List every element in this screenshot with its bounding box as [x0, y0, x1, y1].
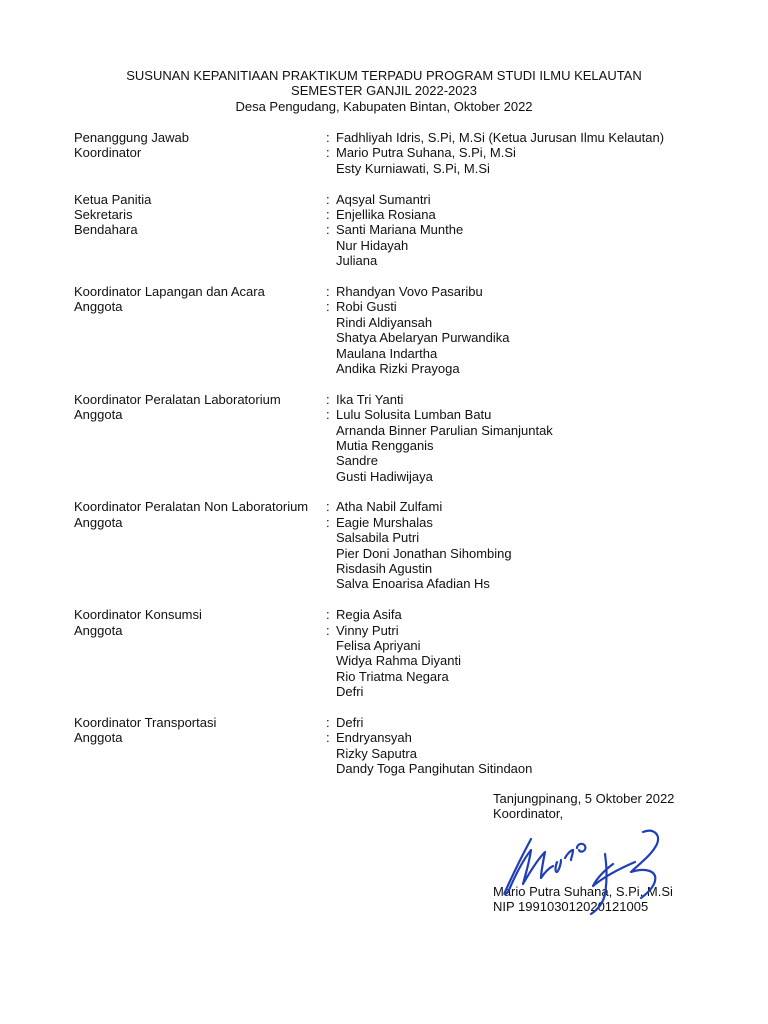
member-names: [336, 730, 532, 776]
member-names: [336, 607, 402, 622]
committee-row: [74, 207, 754, 222]
role-label: Ketua Panitia: [74, 191, 152, 207]
role-label: Koordinator Lapangan dan Acara: [74, 283, 265, 299]
colon-separator: :: [326, 407, 330, 423]
member-name: Fadhliyah Idris, S.Pi, M.Si (Ketua Jurusan Ilmu Kelautan): [336, 130, 665, 145]
handwritten-signature: [493, 814, 693, 924]
member-names: [336, 192, 431, 207]
member-name: Pier Doni Jonathan Sihombing: [336, 545, 512, 561]
committee-row: [74, 499, 754, 514]
committee-row: [74, 145, 754, 176]
role-label: Koordinator Peralatan Non Laboratorium: [74, 499, 309, 515]
committee-section: [74, 392, 754, 484]
member-name: Sandre: [336, 453, 378, 469]
member-names: [336, 284, 483, 299]
member-name: Juliana: [336, 253, 378, 269]
member-name: Lulu Solusita Lumban Batu: [336, 407, 492, 423]
member-names: [336, 715, 363, 730]
signature-place-date: Tanjungpinang, 5 Oktober 2022: [493, 791, 675, 806]
member-name: Endryansyah: [336, 730, 412, 746]
member-names: [336, 222, 463, 268]
committee-row: [74, 407, 754, 484]
committee-row: [74, 130, 754, 145]
member-name: Andika Rizki Prayoga: [336, 360, 460, 376]
committee-section: [74, 192, 754, 269]
colon-separator: :: [326, 499, 330, 515]
member-name: Shatya Abelaryan Purwandika: [336, 330, 510, 346]
document-header: [0, 68, 768, 114]
colon-separator: :: [326, 299, 330, 315]
colon-separator: :: [326, 622, 330, 638]
member-name: Esty Kurniawati, S.Pi, M.Si: [336, 160, 490, 176]
member-name: Santi Mariana Munthe: [336, 222, 464, 238]
member-name: Defri: [336, 714, 364, 730]
role-label: Anggota: [74, 514, 123, 530]
member-name: Robi Gusti: [336, 299, 397, 315]
member-name: Dandy Toga Pangihutan Sitindaon: [336, 761, 533, 777]
colon-separator: :: [326, 130, 330, 145]
member-name: Rizky Saputra: [336, 745, 417, 761]
role-label: Koordinator Konsumsi: [74, 607, 202, 623]
colon-separator: :: [326, 206, 330, 222]
member-name: Atha Nabil Zulfami: [336, 499, 443, 515]
colon-separator: :: [326, 191, 330, 207]
member-name: Felisa Apriyani: [336, 638, 421, 653]
committee-row: [74, 730, 754, 776]
member-name: Eagie Murshalas: [336, 514, 433, 530]
member-name: Rindi Aldiyansah: [336, 314, 433, 330]
member-name: Defri: [336, 684, 364, 700]
committee-section: [74, 284, 754, 376]
member-names: [336, 623, 461, 700]
role-label: Anggota: [74, 730, 123, 746]
member-name: Regia Asifa: [336, 607, 402, 623]
role-label: Anggota: [74, 299, 123, 315]
colon-separator: :: [326, 145, 330, 161]
signature-role: Koordinator,: [493, 806, 564, 822]
committee-row: [74, 607, 754, 622]
colon-separator: :: [326, 283, 330, 299]
role-label: Koordinator Transportasi: [74, 714, 217, 730]
committee-row: [74, 623, 754, 700]
colon-separator: :: [326, 607, 330, 623]
role-label: Koordinator Peralatan Laboratorium: [74, 391, 281, 407]
document-semester: SEMESTER GANJIL 2022-2023: [291, 83, 477, 99]
role-label: Anggota: [74, 622, 123, 638]
signatory-name: Mario Putra Suhana, S.Pi, M.Si: [493, 883, 673, 899]
member-names: [336, 515, 512, 592]
member-names: [336, 499, 442, 514]
member-name: Aqsyal Sumantri: [336, 191, 431, 207]
committee-row: [74, 284, 754, 299]
signatory-nip: NIP 199103012020121005: [493, 899, 649, 915]
committee-list: [74, 130, 754, 792]
member-name: Mutia Rengganis: [336, 437, 434, 453]
member-name: Vinny Putri: [336, 622, 399, 638]
member-name: Rio Triatma Negara: [336, 668, 449, 684]
committee-row: [74, 392, 754, 407]
committee-section: [74, 499, 754, 591]
member-names: [336, 407, 553, 484]
document-title: SUSUNAN KEPANITIAAN PRAKTIKUM TERPADU PROGRAM STUDI ILMU KELAUTAN: [126, 68, 642, 83]
colon-separator: :: [326, 391, 330, 407]
committee-row: [74, 192, 754, 207]
committee-row: [74, 515, 754, 592]
role-label: Sekretaris: [74, 206, 133, 222]
document-location-date: Desa Pengudang, Kabupaten Bintan, Oktober 2022: [235, 98, 533, 114]
member-name: Nur Hidayah: [336, 237, 409, 253]
committee-row: [74, 222, 754, 268]
member-name: Risdasih Agustin: [336, 561, 433, 577]
committee-section: [74, 715, 754, 777]
member-name: Mario Putra Suhana, S.Pi, M.Si: [336, 145, 516, 161]
member-name: Salva Enoarisa Afadian Hs: [336, 576, 490, 592]
role-label: Penanggung Jawab: [74, 130, 189, 145]
member-name: Widya Rahma Diyanti: [336, 653, 461, 669]
committee-row: [74, 299, 754, 376]
colon-separator: :: [326, 714, 330, 730]
member-name: Arnanda Binner Parulian Simanjuntak: [336, 422, 553, 438]
member-name: Gusti Hadiwijaya: [336, 468, 433, 484]
colon-separator: :: [326, 730, 330, 746]
member-name: Salsabila Putri: [336, 530, 420, 546]
role-label: Koordinator: [74, 145, 142, 161]
role-label: Bendahara: [74, 222, 138, 238]
committee-section: [74, 607, 754, 699]
committee-section: [74, 130, 754, 176]
member-name: Ika Tri Yanti: [336, 391, 404, 407]
member-name: Rhandyan Vovo Pasaribu: [336, 283, 483, 299]
colon-separator: :: [326, 514, 330, 530]
colon-separator: :: [326, 222, 330, 238]
member-names: [336, 207, 436, 222]
role-label: Anggota: [74, 407, 123, 423]
member-names: [336, 130, 664, 145]
member-name: Maulana Indartha: [336, 345, 438, 361]
member-name: Enjellika Rosiana: [336, 206, 436, 222]
member-names: [336, 299, 509, 376]
committee-row: [74, 715, 754, 730]
member-names: [336, 145, 516, 176]
member-names: [336, 392, 403, 407]
